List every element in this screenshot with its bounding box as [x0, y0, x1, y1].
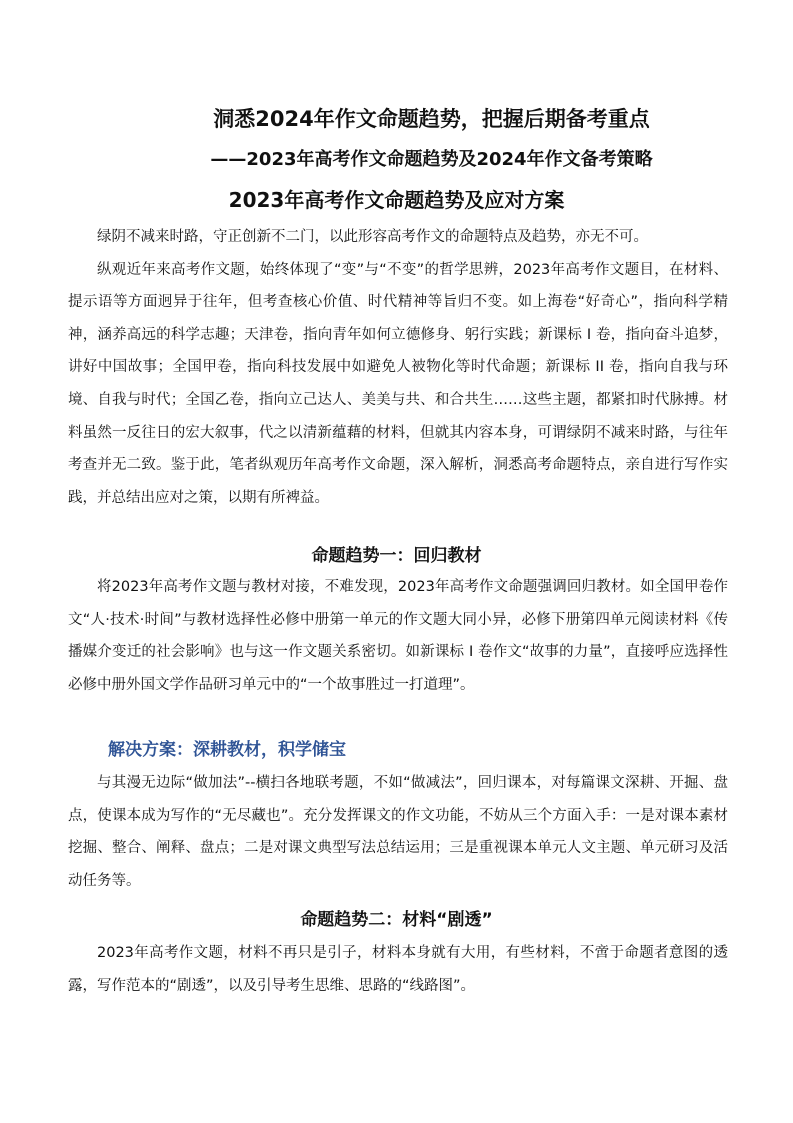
- sub-title: ——2023年高考作文命题趋势及2024年作文备考策略: [210, 149, 653, 170]
- solution-paragraph: 与其漫无边际“做加法”--横扫各地联考题，不如“做减法”，回归课本，对每篇课文深耕、开掘、盘点，使课本成为写作的“无尽藏也”。充分发挥课文的作文功能，不妨从三个方面入手：一是对课本素材挖掘、整合、阐释、盘点；二是对课文典型写法总结运用；三是重视课本单元人文主题、单元研习及活动任务等。: [68, 775, 728, 889]
- solution-text: [68, 767, 728, 897]
- main-title: 洞悉2024年作文命题趋势，把握后期备考重点: [213, 107, 650, 131]
- trend1-heading: 命题趋势一：回归教材: [311, 546, 482, 566]
- intro-paragraph: 绿阴不减来时路，守正创新不二门，以此形容高考作文的命题特点及趋势，亦无不可。: [97, 229, 648, 245]
- trend2-text: [68, 937, 728, 1002]
- intro-paragraph: 纵观近年来高考作文题，始终体现了“变”与“不变”的哲学思辨，2023年高考作文题目，在材料、提示语等方面迥异于往年，但考查核心价值、时代精神等旨归不变。如上海卷“好奇心”，指向科学精神，涵养高远的科学志趣；天津卷，指向青年如何立德修身、躬行实践；新课标 I 卷，指向奋斗追梦，讲好中国故事；全国甲卷，指向科技发展中如避免人被物化等时代命题；新课标 II 卷，指向自我与环境、自我与时代；全国乙卷，指向立己达人、美美与共、和合共生……这些主题，都紧扣时代脉搏。材料虽然一反往日的宏大叙事，代之以清新蕴藉的材料，但就其内容本身，可谓绿阴不减来时路，与往年考查并无二致。鉴于此，笔者纵观历年高考作文命题，深入解析，洞悉高考命题特点，亲自进行写作实践，并总结出应对之策，以期有所裨益。: [68, 261, 728, 506]
- intro-text: [68, 221, 728, 514]
- section-title: 2023年高考作文命题趋势及应对方案: [228, 188, 565, 212]
- solution-heading: 解决方案：深耕教材，积学储宝: [108, 740, 346, 760]
- trend1-text: [68, 571, 728, 701]
- trend2-paragraph: 2023年高考作文题，材料不再只是引子，材料本身就有大用，有些材料，不啻于命题者意图的透露，写作范本的“剧透”，以及引导考生思维、思路的“线路图”。: [68, 945, 728, 994]
- trend2-heading: 命题趋势二：材料“剧透”: [300, 910, 493, 930]
- trend1-paragraph: 将2023年高考作文题与教材对接，不难发现，2023年高考作文命题强调回归教材。如全国甲卷作文“人·技术·时间”与教材选择性必修中册第一单元的作文题大同小异，必修下册第四单元阅读材料《传播媒介变迁的社会影响》也与这一作文题关系密切。如新课标 I 卷作文“故事的力量”，直接呼应选择性必修中册外国文学作品研习单元中的“一个故事胜过一打道理”。: [68, 579, 728, 693]
